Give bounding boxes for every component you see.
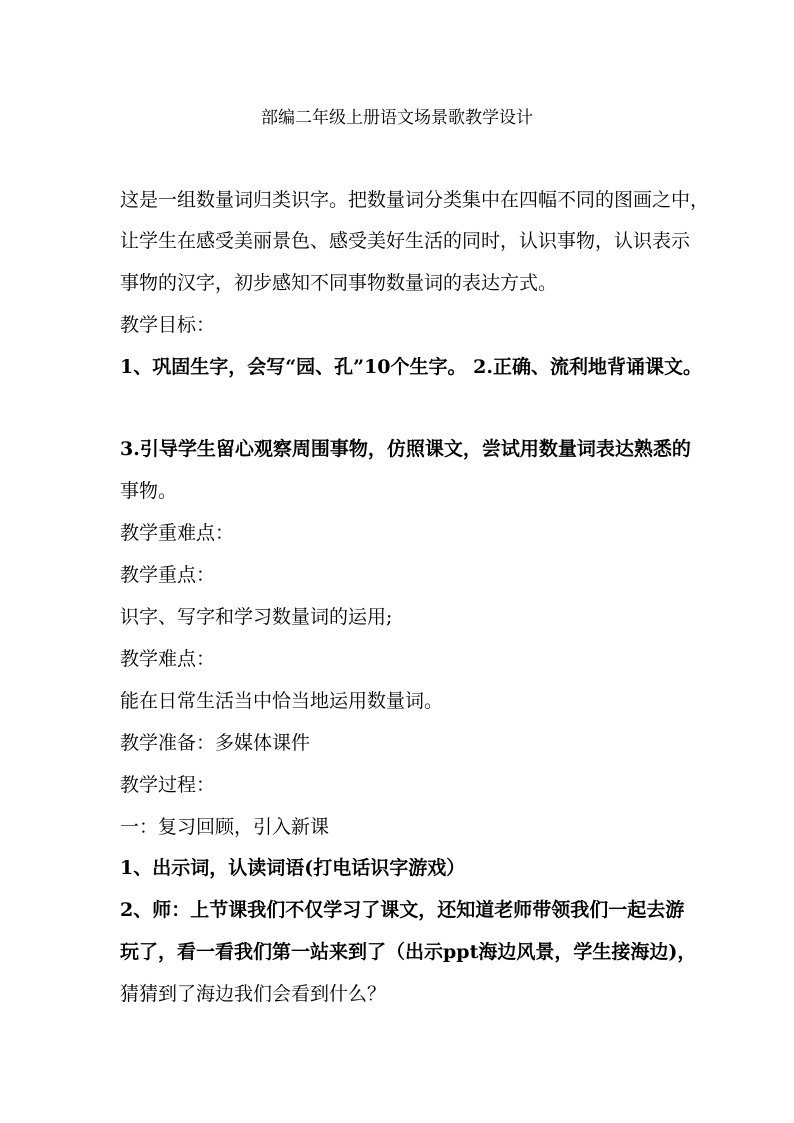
step-2-line-3: 猜猜到了海边我们会看到什么？ <box>120 983 387 1005</box>
teaching-preparation: 教学准备：多媒体课件 <box>120 732 311 754</box>
heading-key-points: 教学重点： <box>120 564 216 586</box>
heading-difficult-points: 教学难点： <box>120 648 216 670</box>
difficult-points-text: 能在日常生活当中恰当地运用数量词。 <box>120 690 444 712</box>
step-1-text: 1、出示词，认读词语(打电话识字游戏） <box>120 857 466 879</box>
heading-key-difficult-points: 教学重难点： <box>120 522 235 544</box>
goal-3-line-1: 3.引导学生留心观察周围事物，仿照课文，尝试用数量词表达熟悉的 <box>120 438 691 460</box>
heading-teaching-process: 教学过程： <box>120 774 216 796</box>
paragraph-intro-line-1: 这是一组数量词归类识字。把数量词分类集中在四幅不同的图画之中， <box>120 189 710 211</box>
goal-3-line-2: 事物。 <box>120 480 178 502</box>
paragraph-intro-line-3: 事物的汉字，初步感知不同事物数量词的表达方式。 <box>120 272 558 294</box>
step-2-line-2: 玩了，看一看我们第一站来到了（出示ppt海边风景，学生接海边)， <box>120 941 697 963</box>
step-2-line-1: 2、师：上节课我们不仅学习了课文，还知道老师带领我们一起去游 <box>120 899 685 921</box>
goal-1-2-line: 1、巩固生字，会写“园、孔”10个生字。 2.正确、流利地背诵课文。 <box>120 356 702 378</box>
paragraph-intro-line-2: 让学生在感受美丽景色、感受美好生活的同时，认识事物，认识表示 <box>120 230 691 252</box>
key-points-text: 识字、写字和学习数量词的运用; <box>120 606 393 628</box>
section-review-intro: 一：复习回顾，引入新课 <box>120 816 330 838</box>
heading-teaching-goals: 教学目标： <box>120 314 216 336</box>
document-title: 部编二年级上册语文场景歌教学设计 <box>261 108 533 128</box>
